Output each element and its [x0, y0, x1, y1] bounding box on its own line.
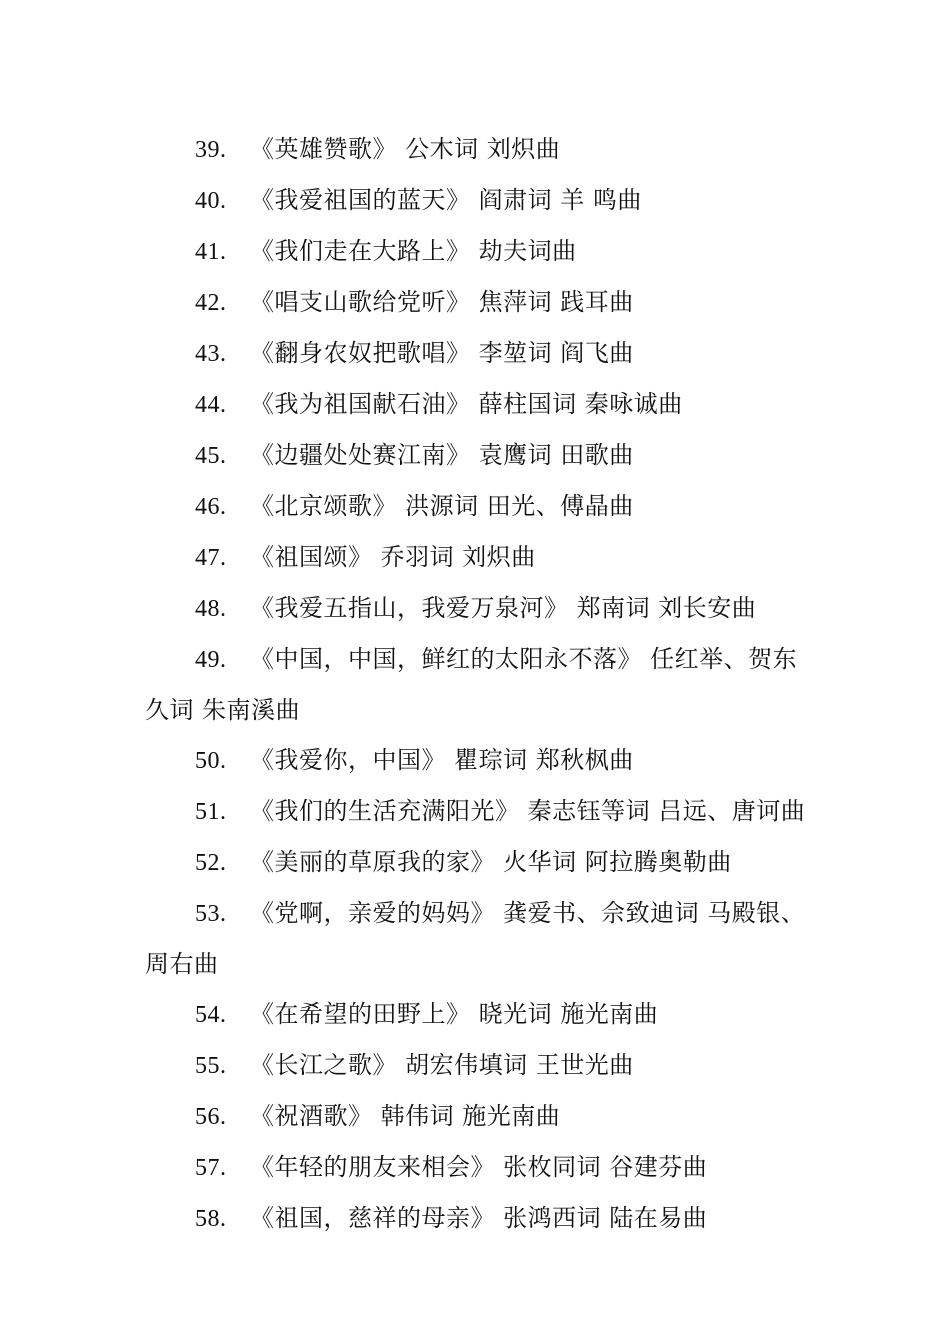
item-number: 57. [195, 1155, 227, 1181]
list-item [145, 735, 815, 786]
list-item [145, 1040, 815, 1091]
item-text: 《我爱你，中国》 瞿琮词 郑秋枫曲 [250, 746, 634, 774]
item-text: 《祝酒歌》 韩伟词 施光南曲 [250, 1102, 561, 1130]
item-text: 《党啊，亲爱的妈妈》 龚爱书、佘致迪词 马殿银、周右曲 [145, 899, 806, 978]
item-text: 《我们的生活充满阳光》 秦志钰等词 吕远、唐诃曲 [250, 797, 806, 825]
list-item [145, 583, 815, 634]
item-text: 《唱支山歌给党听》 焦萍词 践耳曲 [250, 288, 634, 316]
item-text: 《美丽的草原我的家》 火华词 阿拉腾奥勒曲 [250, 848, 732, 876]
item-text: 《我为祖国献石油》 薛柱国词 秦咏诚曲 [250, 390, 683, 418]
list-item [145, 481, 815, 532]
list-item [145, 226, 815, 277]
item-text: 《翻身农奴把歌唱》 李堃词 阎飞曲 [250, 339, 634, 367]
item-number: 53. [195, 901, 227, 927]
item-text: 《边疆处处赛江南》 袁鹰词 田歌曲 [250, 441, 634, 469]
list-item [145, 175, 815, 226]
item-text: 《英雄赞歌》 公木词 刘炽曲 [250, 135, 561, 163]
list-item [145, 989, 815, 1040]
list-item [145, 1193, 815, 1244]
item-number: 52. [195, 850, 227, 876]
item-number: 46. [195, 494, 227, 520]
list-item [145, 634, 815, 735]
item-number: 54. [195, 1002, 227, 1028]
item-number: 42. [195, 290, 227, 316]
list-item [145, 888, 815, 989]
item-number: 41. [195, 239, 227, 265]
item-number: 40. [195, 188, 227, 214]
item-text: 《我们走在大路上》 劫夫词曲 [250, 237, 577, 265]
item-text: 《祖国，慈祥的母亲》 张鸿西词 陆在易曲 [250, 1204, 708, 1232]
item-number: 48. [195, 596, 227, 622]
item-number: 43. [195, 341, 227, 367]
list-item [145, 837, 815, 888]
item-number: 56. [195, 1104, 227, 1130]
item-number: 58. [195, 1206, 227, 1232]
item-text: 《我爱祖国的蓝天》 阎肃词 羊 鸣曲 [250, 186, 642, 214]
item-text: 《年轻的朋友来相会》 张枚同词 谷建芬曲 [250, 1153, 708, 1181]
item-text: 《长江之歌》 胡宏伟填词 王世光曲 [250, 1051, 634, 1079]
item-text: 《北京颂歌》 洪源词 田光、傅晶曲 [250, 492, 634, 520]
item-number: 39. [195, 137, 227, 163]
item-text: 《中国，中国，鲜红的太阳永不落》 任红举、贺东久词 朱南溪曲 [145, 645, 798, 724]
song-list [145, 124, 815, 1244]
list-item [145, 379, 815, 430]
list-item [145, 1142, 815, 1193]
list-item [145, 1091, 815, 1142]
list-item [145, 786, 815, 837]
item-number: 45. [195, 443, 227, 469]
item-text: 《我爱五指山，我爱万泉河》 郑南词 刘长安曲 [250, 594, 757, 622]
item-text: 《在希望的田野上》 晓光词 施光南曲 [250, 1000, 659, 1028]
list-item [145, 328, 815, 379]
list-item [145, 277, 815, 328]
list-item [145, 124, 815, 175]
item-number: 49. [195, 647, 227, 673]
list-item [145, 430, 815, 481]
item-number: 55. [195, 1053, 227, 1079]
item-number: 44. [195, 392, 227, 418]
item-number: 47. [195, 545, 227, 571]
item-text: 《祖国颂》 乔羽词 刘炽曲 [250, 543, 536, 571]
item-number: 50. [195, 748, 227, 774]
item-number: 51. [195, 799, 227, 825]
list-item [145, 532, 815, 583]
